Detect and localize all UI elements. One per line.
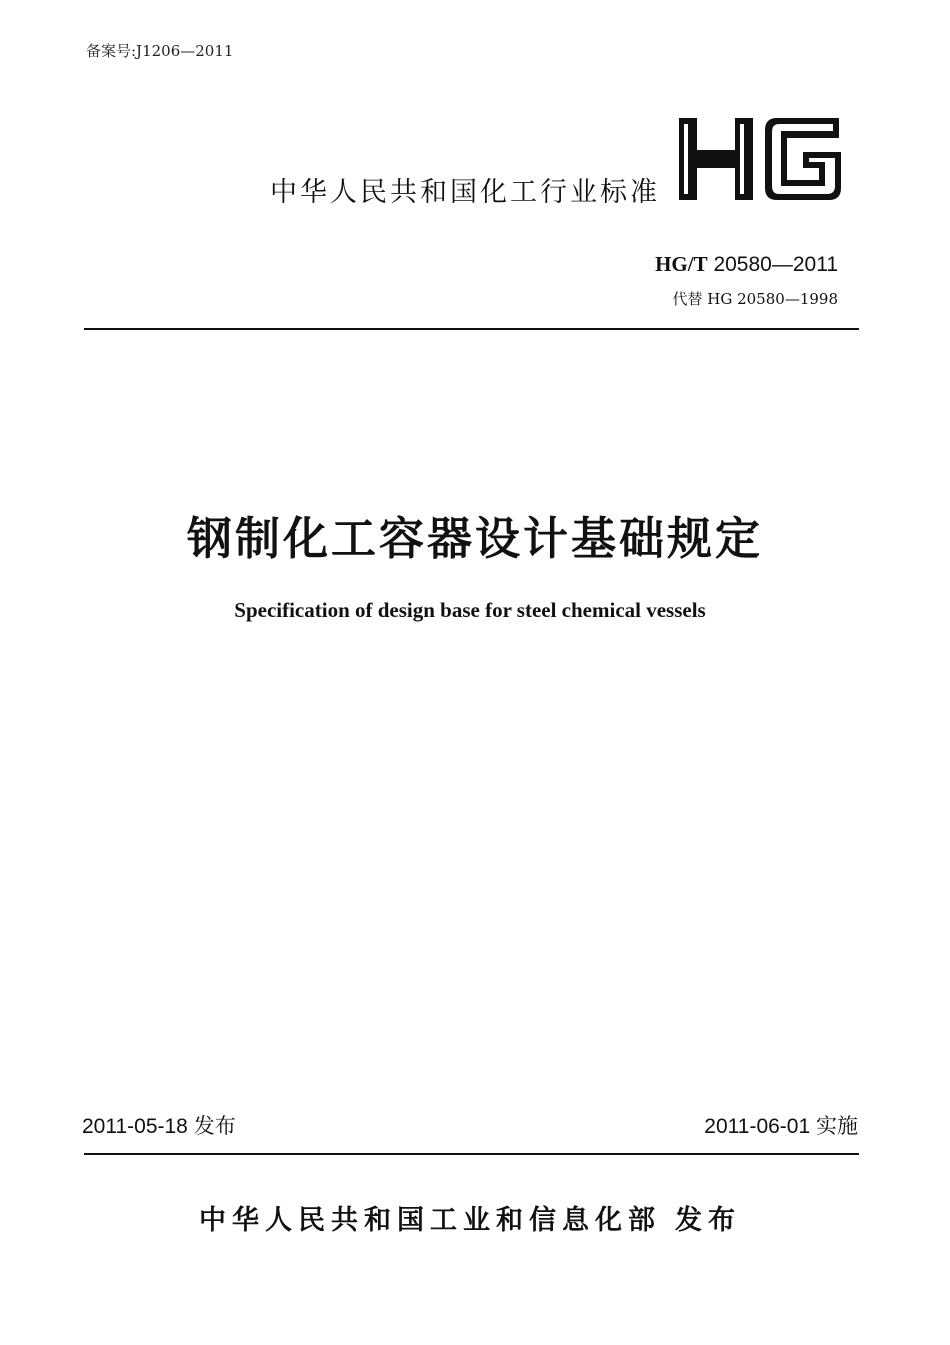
replaces-standard: 代替 HG 20580—1998	[672, 290, 838, 308]
publisher	[0, 1198, 940, 1237]
publisher-name: 中华人民共和国工业和信息化部	[199, 1205, 661, 1236]
hg-logo-g	[765, 118, 841, 200]
hg-logo	[677, 116, 845, 202]
standard-number	[655, 252, 838, 277]
filing-number: 备案号:J1206—2011	[86, 42, 234, 60]
title-english: Specification of design base for steel chemical vessels	[234, 598, 706, 622]
title-chinese: 钢制化工容器设计基础规定	[186, 512, 763, 565]
standard-category: 中华人民共和国化工行业标准	[270, 177, 660, 208]
issue-date: 2011-05-18 发布	[82, 1115, 236, 1138]
standard-number-prefix: HG/T	[655, 252, 708, 276]
bottom-divider	[84, 1153, 859, 1155]
top-divider	[84, 328, 859, 330]
publisher-action: 发布	[675, 1205, 741, 1236]
standard-number-value: 20580—2011	[713, 253, 838, 276]
implementation-date: 2011-06-01 实施	[704, 1115, 858, 1138]
